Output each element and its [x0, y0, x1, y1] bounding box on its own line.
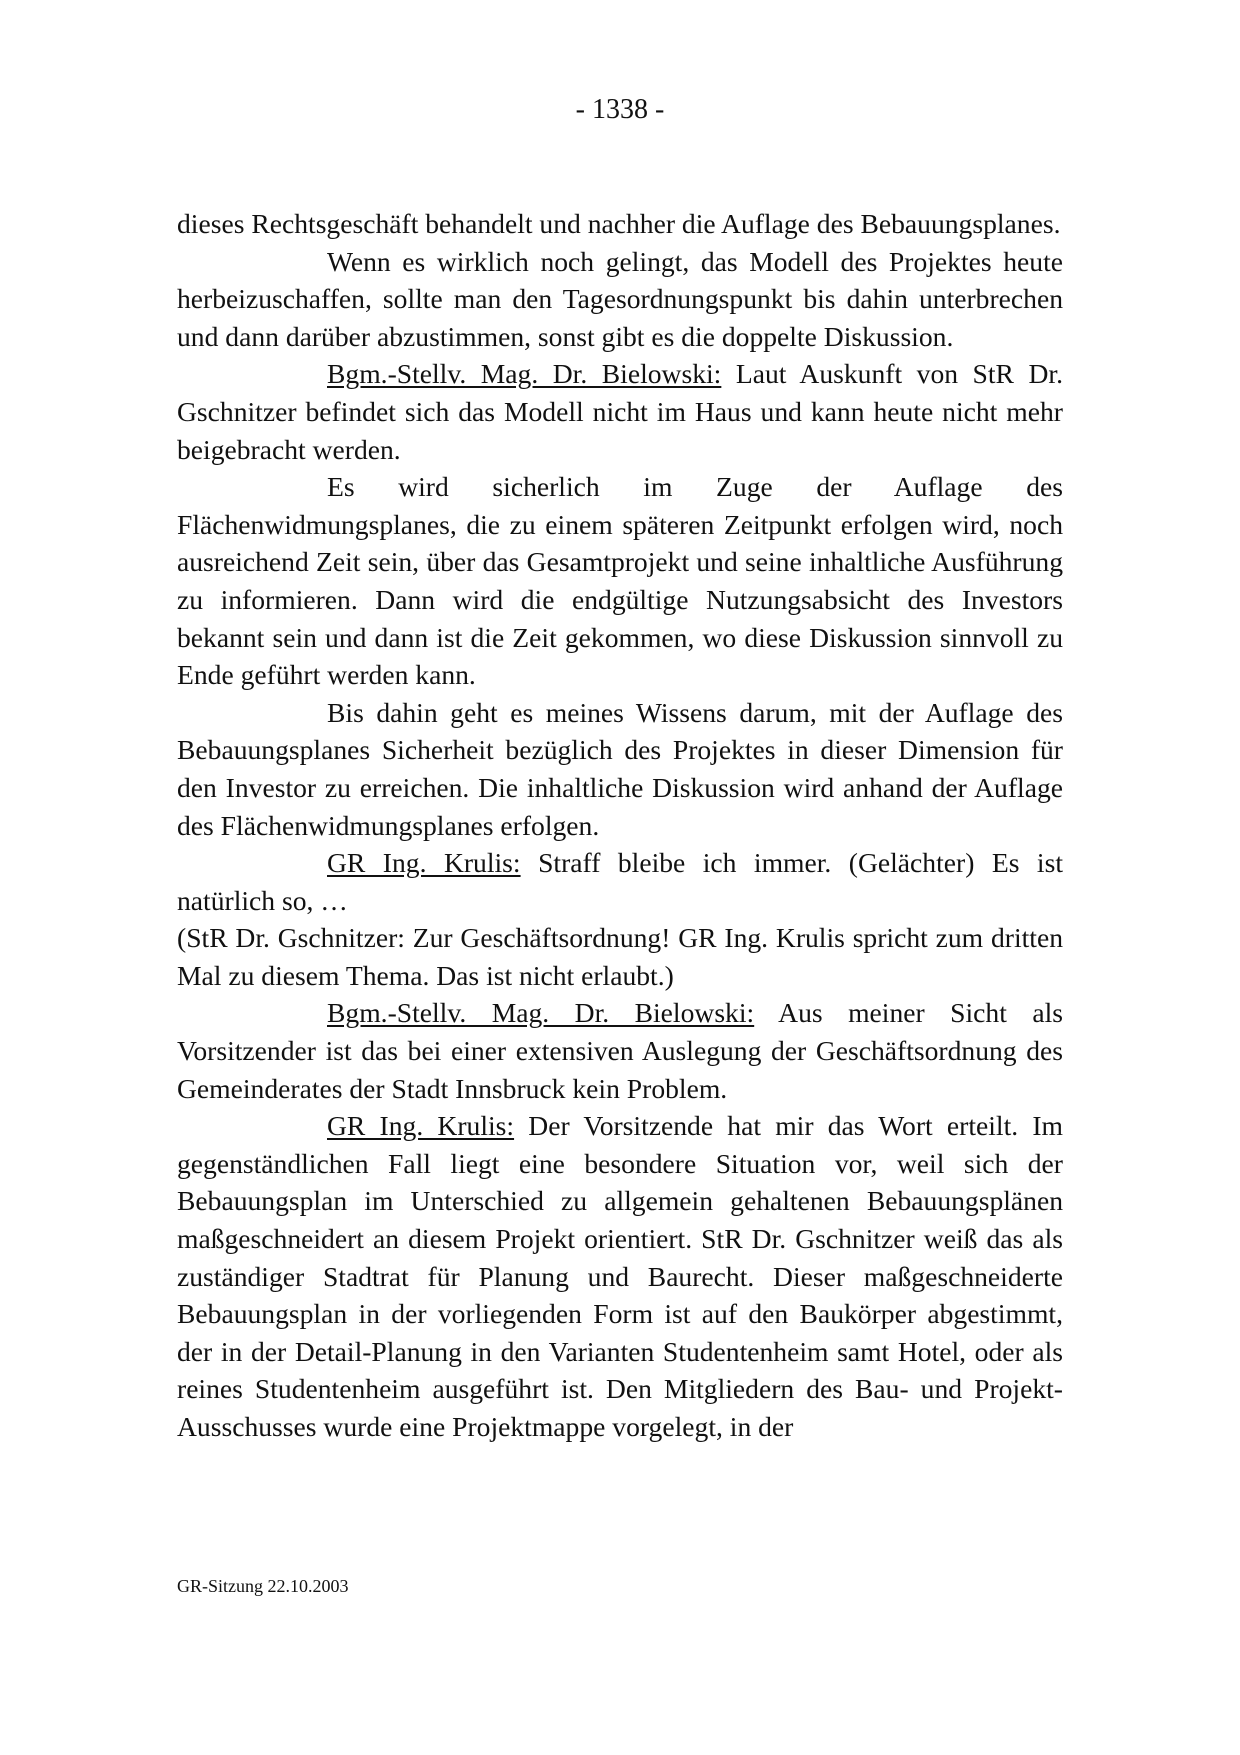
paragraph: dieses Rechtsgeschäft behandelt und nachher die Auflage des Bebauungsplanes.	[177, 208, 1061, 239]
page-number: - 1338 -	[575, 94, 665, 125]
paragraph: Es wird sicherlich im Zuge der Auflage des Flächenwidmungsplanes, die zu einem späteren Zeitpunkt erfolgen wird, noch ausreichend Zeit sein, über das Gesamtprojekt und seine inhaltliche Ausführung zu informieren. Dann wird die endgültige Nutzungsabsicht des Investors bekannt sein und dann ist die Zeit gekommen, wo diese Diskussion sinnvoll zu Ende geführt werden kann.	[177, 471, 1063, 691]
speaker-paragraph	[177, 1107, 1063, 1445]
speech-text: Der Vorsitzende hat mir das Wort erteilt. Im gegenständlichen Fall liegt eine besondere Situation vor, weil sich der Bebauungsplan im Unterschied zu allgemein gehaltenen Bebauungsplänen maßgeschneidert an diesem Projekt orientiert. StR Dr. Gschnitzer weiß das als zuständiger Stadtrat für Planung und Baurecht. Dieser maßgeschneiderte Bebauungsplan in der vorliegenden Form ist auf den Baukörper abgestimmt, der in der Detail-Planung in den Varianten Studentenheim samt Hotel, oder als reines Studentenheim ausgeführt ist. Den Mitgliedern des Bau- und Projekt-Ausschusses wurde eine Projektmappe vorgelegt, in der	[177, 1110, 1063, 1442]
speech-text: Laut Auskunft von StR Dr. Gschnitzer befindet sich das Modell nicht im Haus und kann heute nicht mehr beigebracht werden.	[177, 358, 1063, 465]
footer-session-date: GR-Sitzung 22.10.2003	[177, 1576, 349, 1596]
speaker-name: Bgm.-Stellv. Mag. Dr. Bielowski:	[327, 997, 755, 1029]
speaker-name: GR Ing. Krulis:	[327, 847, 521, 879]
speaker-paragraph	[177, 355, 1063, 468]
speech-text: Straff bleibe ich immer. (Gelächter) Es ist natürlich so, …	[177, 847, 1063, 916]
speaker-name: Bgm.-Stellv. Mag. Dr. Bielowski:	[327, 358, 722, 390]
paragraph: Wenn es wirklich noch gelingt, das Modell des Projektes heute herbeizuschaffen, sollte man den Tagesordnungspunkt bis dahin unterbrechen und dann darüber abzustimmen, sonst gibt es die doppelte Diskussion.	[177, 245, 1063, 352]
speaker-paragraph	[177, 994, 1063, 1107]
speaker-name: GR Ing. Krulis:	[327, 1110, 515, 1142]
paragraph: Bis dahin geht es meines Wissens darum, mit der Auflage des Bebauungsplanes Sicherheit bezüglich des Projektes in dieser Dimension für den Investor zu erreichen. Die inhaltliche Diskussion wird anhand der Auflage des Flächenwidmungsplanes erfolgen.	[177, 696, 1063, 841]
transcript-body	[177, 205, 1063, 1446]
speaker-paragraph	[177, 844, 1063, 919]
speech-text: Aus meiner Sicht als Vorsitzender ist das bei einer extensiven Auslegung der Geschäftsordnung des Gemeinderates der Stadt Innsbruck kein Problem.	[177, 997, 1063, 1104]
interjection: (StR Dr. Gschnitzer: Zur Geschäftsordnung! GR Ing. Krulis spricht zum dritten Mal zu diesem Thema. Das ist nicht erlaubt.)	[177, 922, 1063, 991]
